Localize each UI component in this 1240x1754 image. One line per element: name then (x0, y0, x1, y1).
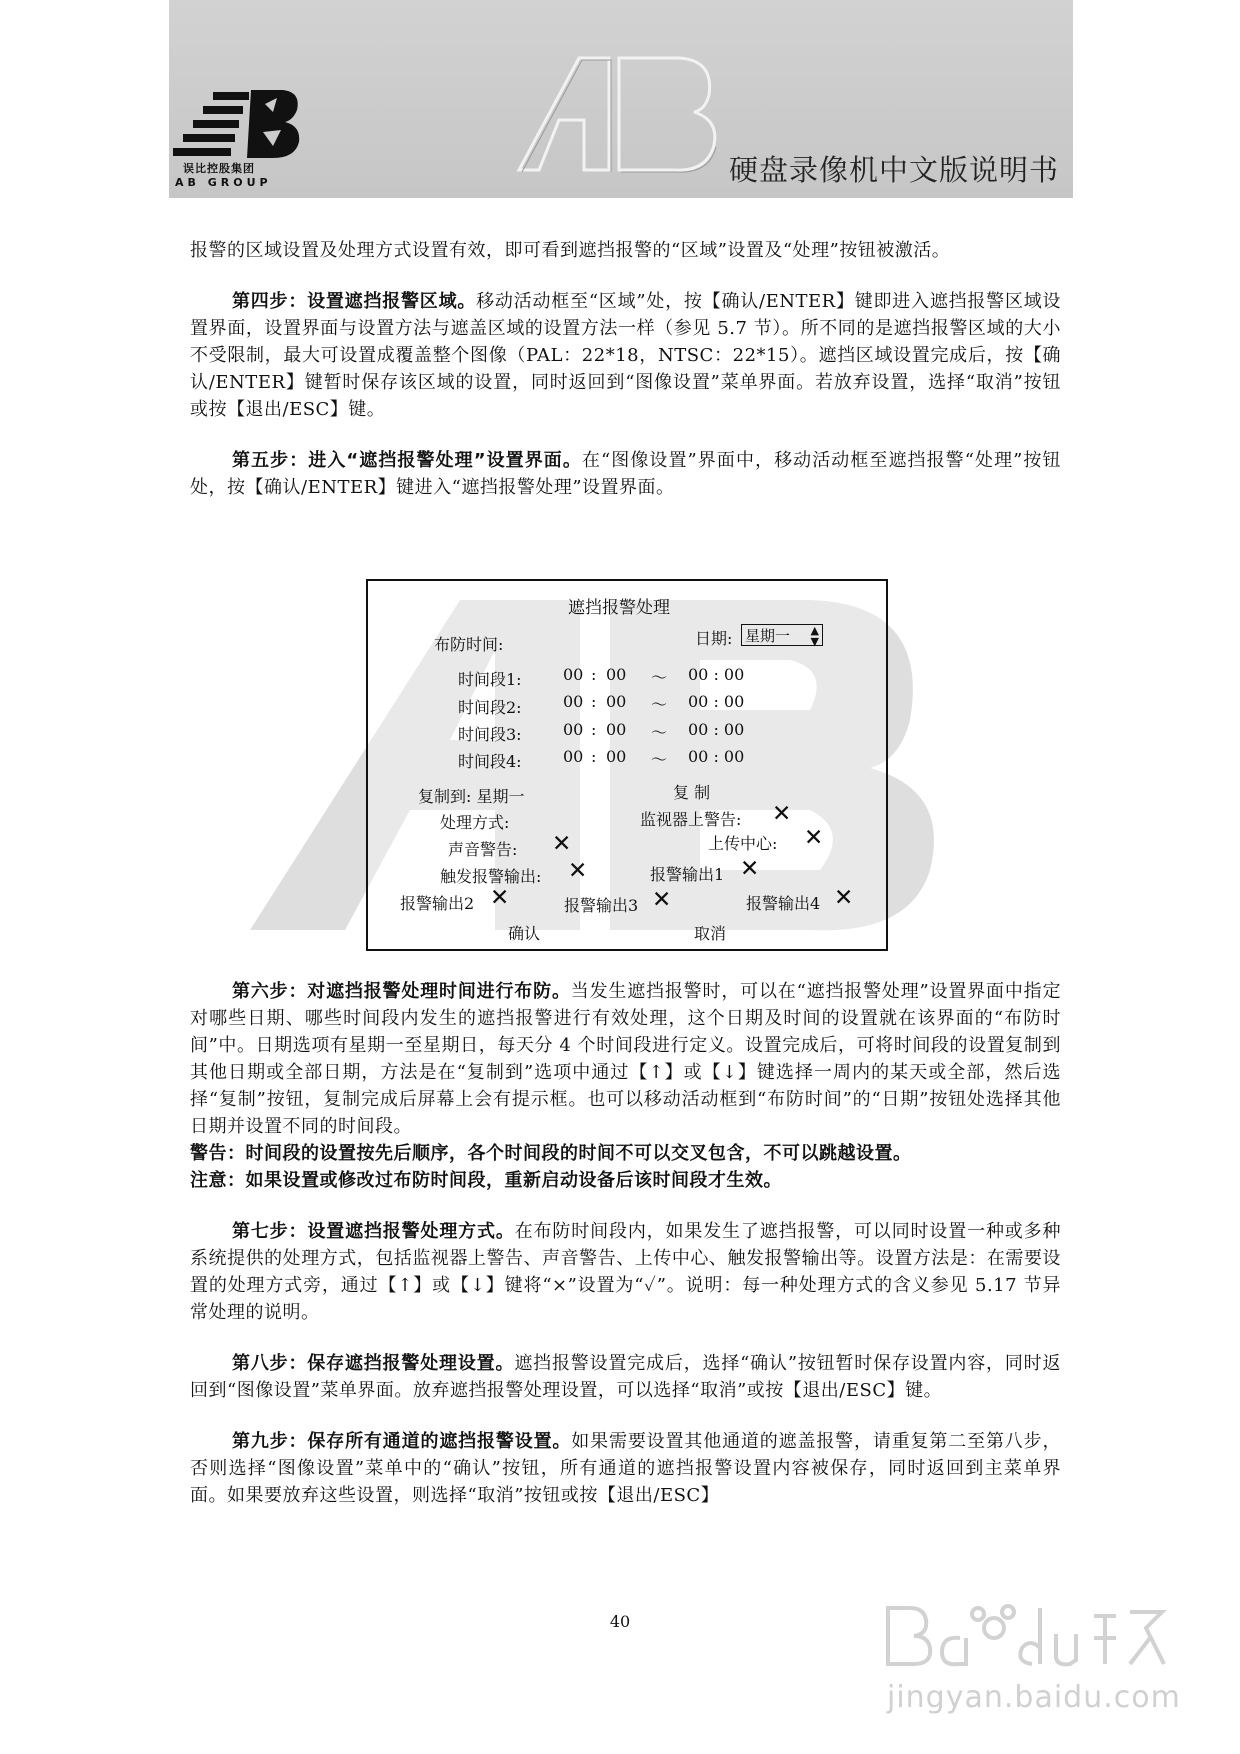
period-4-label: 时间段4: (458, 752, 522, 771)
alarm-output-1-checkbox[interactable]: ✕ (740, 856, 760, 882)
period-2-end[interactable]: 00 : 00 (688, 692, 745, 711)
date-select[interactable] (741, 624, 823, 646)
step5-text: 在“图像设置”界面中，移动活动框至遮挡报警“处理”按钮处，按【确认/ENTER】键进入“遮挡报警处理”设置界面。 (190, 450, 1061, 498)
period-1-start-minute[interactable]: 00 (606, 665, 627, 684)
cancel-button[interactable]: 取消 (694, 924, 727, 943)
period-3-separator: : (591, 720, 597, 739)
period-4-end[interactable]: 00 : 00 (688, 747, 745, 766)
period-3-label: 时间段3: (458, 725, 522, 744)
page-header (169, 0, 1073, 198)
page-number: 40 (609, 1612, 631, 1631)
step7-text: 在布防时间段内，如果发生了遮挡报警，可以同时设置一种或多种系统提供的处理方式，包括监视器上警告、声音警告、上传中心、触发报警输出等。设置方法是：在需要设置的处理方式旁，通过【↑】或【↓】键将“×”设置为“✓”。说明：每一种处理方式的含义参见 5.17 节异常处理的说明。 (190, 1221, 1061, 1323)
period-2-label: 时间段2: (458, 698, 522, 717)
alarm-output-3-checkbox[interactable]: ✕ (652, 887, 672, 913)
logo-chinese-text: 误比控股集团 (183, 162, 255, 175)
copy-button[interactable]: 复 制 (673, 783, 711, 802)
paragraph-step6 (190, 978, 1061, 1140)
ab-emblem-icon (509, 50, 729, 180)
paragraph-step8 (190, 1350, 1061, 1404)
period-2-tilde: ～ (651, 695, 668, 714)
alarm-output-3-label: 报警输出3 (564, 896, 639, 915)
date-label: 日期: (695, 629, 733, 648)
page-content-lower (190, 978, 1061, 1509)
date-select-value: 星期一 (745, 627, 791, 645)
period-1-separator: : (591, 665, 597, 684)
logo-english-text: AB GROUP (175, 176, 272, 189)
alarm-output-2-checkbox[interactable]: ✕ (490, 885, 510, 911)
step4-text: 移动活动框至“区域”处，按【确认/ENTER】键即进入遮挡报警区域设置界面，设置界面与设置方法与遮盖区域的设置方法一样（参见 5.7 节）。所不同的是遮挡报警区域的大小不受限制，最大可设置成覆盖整个图像（PAL：22*18，NTSC：22*15）。遮挡区域设置完成后，按【确认/ENTER】键暂时保存该区域的设置，同时返回到“图像设置”菜单界面。若放弃设置，选择“取消”按钮或按【退出/ESC】键。 (190, 291, 1062, 420)
period-2-separator: : (591, 692, 597, 711)
monitor-warning-label: 监视器上警告: (640, 810, 742, 829)
paragraph-step9 (190, 1428, 1061, 1509)
paragraph-intro: 报警的区域设置及处理方式设置有效，即可看到遮挡报警的“区域”设置及“处理”按钮被激活。 (190, 240, 951, 261)
step9-text: 如果需要设置其他通道的遮盖报警，请重复第二至第八步，否则选择“图像设置”菜单中的“确认”按钮，所有通道的遮挡报警设置内容被保存，同时返回到主菜单界面。如果要放弃这些设置，则选择“取消”按钮或按【退出/ESC】 (190, 1431, 1061, 1506)
period-1-tilde: ～ (651, 668, 668, 687)
period-3-start-hour[interactable]: 00 (563, 720, 584, 739)
step4-heading: 第四步：设置遮挡报警区域。 (232, 291, 477, 312)
copy-to-select[interactable]: 复制到: 星期一 (418, 787, 525, 806)
upload-center-checkbox[interactable]: ✕ (804, 825, 824, 851)
step7-heading: 第七步：设置遮挡报警处理方式。 (232, 1221, 515, 1242)
period-4-start-minute[interactable]: 00 (606, 747, 627, 766)
manual-title: 硬盘录像机中文版说明书 (729, 153, 1060, 187)
trigger-output-checkbox[interactable]: ✕ (568, 858, 588, 884)
period-2-start-hour[interactable]: 00 (563, 692, 584, 711)
page-content (190, 237, 1061, 501)
baidu-url-watermark: jingyan.baidu.com (887, 1680, 1181, 1715)
dialog-title: 遮挡报警处理 (568, 598, 670, 618)
warning-text: 警告：时间段的设置按先后顺序，各个时间段的时间不可以交叉包含，不可以跳越设置。 (190, 1143, 912, 1164)
sound-warning-label: 声音警告: (448, 840, 518, 859)
confirm-button[interactable]: 确认 (508, 924, 541, 943)
paragraph-step5 (190, 447, 1061, 501)
trigger-output-label: 触发报警输出: (440, 867, 542, 886)
period-1-start-hour[interactable]: 00 (563, 665, 584, 684)
handling-label: 处理方式: (440, 813, 510, 832)
period-3-end[interactable]: 00 : 00 (688, 720, 745, 739)
step8-text: 遮挡报警设置完成后，选择“确认”按钮暂时保存设置内容，同时返回到“图像设置”菜单界面。放弃遮挡报警处理设置，可以选择“取消”或按【退出/ESC】键。 (190, 1353, 1062, 1401)
step9-heading: 第九步：保存所有通道的遮挡报警设置。 (232, 1431, 572, 1452)
period-4-start-hour[interactable]: 00 (563, 747, 584, 766)
alarm-output-4-checkbox[interactable]: ✕ (834, 885, 854, 911)
period-1-end[interactable]: 00 : 00 (688, 665, 745, 684)
occlusion-alarm-dialog (366, 579, 888, 951)
step6-text: 当发生遮挡报警时，可以在“遮挡报警处理”设置界面中指定对哪些日期、哪些时间段内发生的遮挡报警进行有效处理，这个日期及时间的设置就在该界面的“布防时间”中。日期选项有星期一至星期日，每天分 4 个时间段进行定义。设置完成后，可将时间段的设置复制到其他日期或全部日期，方法是在“复制到”选项中通过【↑】或【↓】键选择一周内的某天或全部，然后选择“复制”按钮，复制完成后屏幕上会有提示框。也可以移动活动框到“布防时间”的“日期”按钮处选择其他日期并设置不同的时间段。 (190, 981, 1061, 1137)
period-4-tilde: ～ (651, 750, 668, 769)
monitor-warning-checkbox[interactable]: ✕ (772, 801, 792, 827)
sound-warning-checkbox[interactable]: ✕ (552, 831, 572, 857)
schedule-label: 布防时间: (434, 635, 504, 654)
note-text: 注意：如果设置或修改过布防时间段，重新启动设备后该时间段才生效。 (190, 1170, 782, 1191)
step5-heading: 第五步：进入“遮挡报警处理”设置界面。 (232, 450, 582, 471)
baidu-jingyan-watermark-icon (880, 1598, 1180, 1678)
period-1-label: 时间段1: (458, 670, 522, 689)
alarm-output-1-label: 报警输出1 (650, 865, 725, 884)
alarm-output-2-label: 报警输出2 (400, 894, 475, 913)
period-3-start-minute[interactable]: 00 (606, 720, 627, 739)
step8-heading: 第八步：保存遮挡报警处理设置。 (232, 1353, 515, 1374)
upload-center-label: 上传中心: (708, 834, 778, 853)
updown-arrow-icon: ▲ ▼ (810, 624, 819, 648)
paragraph-step4 (190, 288, 1061, 423)
step6-heading: 第六步：对遮挡报警处理时间进行布防。 (232, 981, 571, 1002)
period-4-separator: : (591, 747, 597, 766)
paragraph-step7 (190, 1218, 1061, 1326)
alarm-output-4-label: 报警输出4 (746, 894, 821, 913)
ab-group-logo-icon (173, 86, 303, 162)
period-3-tilde: ～ (651, 723, 668, 742)
period-2-start-minute[interactable]: 00 (606, 692, 627, 711)
